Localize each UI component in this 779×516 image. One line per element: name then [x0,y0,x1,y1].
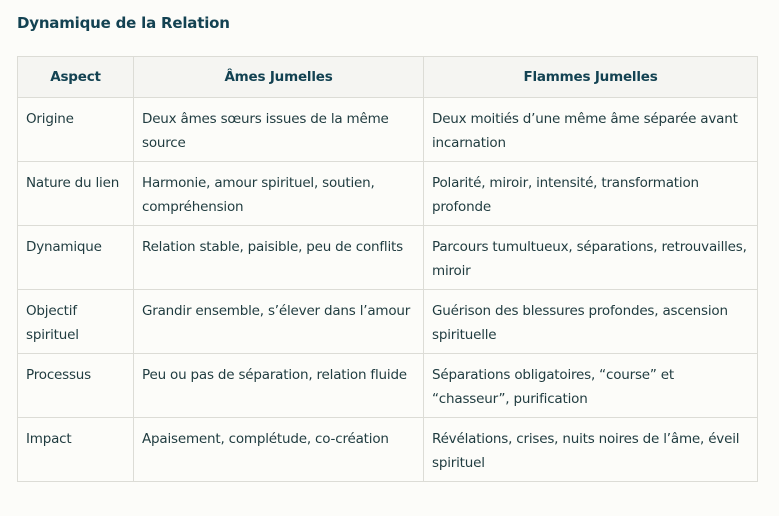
cell-flammes: Polarité, miroir, intensité, transformation profonde [424,162,758,226]
cell-aspect: Impact [18,418,134,482]
cell-flammes: Guérison des blessures profondes, ascension spirituelle [424,290,758,354]
section-title: Dynamique de la Relation [17,14,230,32]
cell-aspect: Origine [18,98,134,162]
cell-ames: Peu ou pas de séparation, relation fluide [134,354,424,418]
cell-ames: Apaisement, complétude, co-création [134,418,424,482]
cell-aspect: Dynamique [18,226,134,290]
cell-aspect: Processus [18,354,134,418]
cell-flammes: Séparations obligatoires, “course” et “chasseur”, purification [424,354,758,418]
header-ames-jumelles: Âmes Jumelles [134,57,424,98]
cell-flammes: Révélations, crises, nuits noires de l’âme, éveil spirituel [424,418,758,482]
comparison-table-wrapper [17,56,757,482]
cell-ames: Harmonie, amour spirituel, soutien, compréhension [134,162,424,226]
cell-aspect: Nature du lien [18,162,134,226]
cell-ames: Grandir ensemble, s’élever dans l’amour [134,290,424,354]
table-row [18,226,758,290]
header-flammes-jumelles: Flammes Jumelles [424,57,758,98]
cell-aspect: Objectif spirituel [18,290,134,354]
table-row [18,418,758,482]
table-row [18,162,758,226]
cell-ames: Relation stable, paisible, peu de conflits [134,226,424,290]
cell-ames: Deux âmes sœurs issues de la même source [134,98,424,162]
cell-flammes: Deux moitiés d’une même âme séparée avant incarnation [424,98,758,162]
table-row [18,98,758,162]
comparison-table [17,56,758,482]
header-aspect: Aspect [18,57,134,98]
table-row [18,354,758,418]
cell-flammes: Parcours tumultueux, séparations, retrouvailles, miroir [424,226,758,290]
table-row [18,290,758,354]
table-header-row [18,57,758,98]
